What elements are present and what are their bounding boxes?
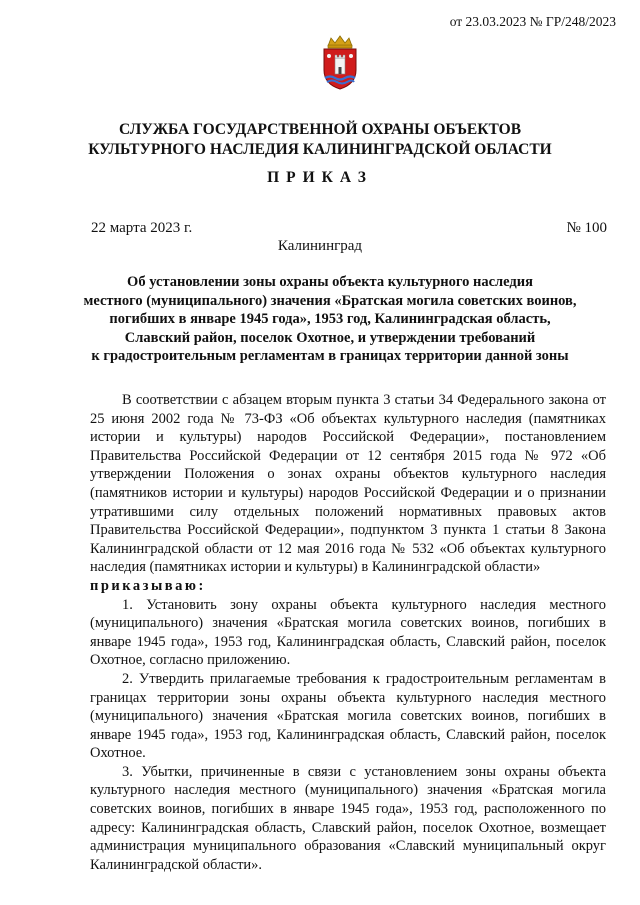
document-type: ПРИКАЗ	[267, 169, 373, 186]
organization-name-line: КУЛЬТУРНОГО НАСЛЕДИЯ КАЛИНИНГРАДСКОЙ ОБЛАСТИ	[88, 141, 552, 158]
order-word	[90, 577, 606, 596]
preamble-paragraph: В соответствии с абзацем вторым пункта 3 статьи 34 Федерального закона от 25 июня 2002 года № 73-ФЗ «Об объектах культурного наследия (памятниках истории и культуры) народов Российской Федерации», постановлением Правительства Российской Федерации от 12 сентября 2015 года № 972 «Об утверждении Положения о зонах охраны объектов культурного наследия (памятников истории и культуры) народов Российской Федерации и о признании утратившими силу отдельных положений нормативных правовых актов Правительства Российской Федерации», подпунктом 3 пункта 1 статьи 8 Закона Калининградской области от 12 мая 2016 года № 532 «Об объектах культурного наследия (памятниках истории и культуры) в Калининградской области»	[90, 392, 606, 576]
title-line: Об установлении зоны охраны объекта культурного наследия	[127, 274, 533, 290]
document-date: 22 марта 2023 г.	[91, 220, 193, 236]
title-line: погибших в январе 1945 года», 1953 год, Калининградская область,	[109, 311, 551, 328]
document-city: Калининград	[277, 238, 363, 254]
organization-name	[0, 120, 640, 160]
organization-name-line: СЛУЖБА ГОСУДАРСТВЕННОЙ ОХРАНЫ ОБЪЕКТОВ	[118, 121, 522, 138]
registration-number: от 23.03.2023 № ГР/248/2023	[449, 14, 616, 29]
order-item-1: 1. Установить зону охраны объекта культурного наследия местного (муниципального) значения «Братская могила советских воинов, погибших в январе 1945 года», 1953 год, Калининградская область, Славский район, поселок Охотное, согласно приложению.	[90, 596, 606, 669]
kaliningrad-coat-of-arms-icon	[318, 34, 362, 90]
order-word-text: приказываю:	[90, 577, 206, 594]
document-body	[90, 391, 606, 874]
document-title	[70, 273, 590, 366]
document-number: № 100	[566, 220, 607, 236]
title-line: Славский район, поселок Охотное, и утверждении требований	[124, 329, 536, 346]
title-line: к градостроительным регламентам в границах территории данной зоны	[91, 348, 569, 365]
order-item-3: 3. Убытки, причиненные в связи с установлением зоны охраны объекта культурного наследия местного (муниципального) значения «Братская могила советских воинов, погибших в январе 1945 года», 1953 год, расположенного по адресу: Калининградская область, Славский район, поселок Охотное, возмещает администрация муниципального образования «Славский муниципальный округ Калининградской области».	[90, 763, 606, 873]
title-line: местного (муниципального) значения «Братская могила советских воинов,	[83, 292, 577, 309]
order-item-2: 2. Утвердить прилагаемые требования к градостроительным регламентам в границах территории зоны охраны объекта культурного наследия местного (муниципального) значения «Братская могила советских воинов, погибших в январе 1945 года», 1953 год, Калининградская область, Славский район, поселок Охотное.	[90, 670, 606, 762]
